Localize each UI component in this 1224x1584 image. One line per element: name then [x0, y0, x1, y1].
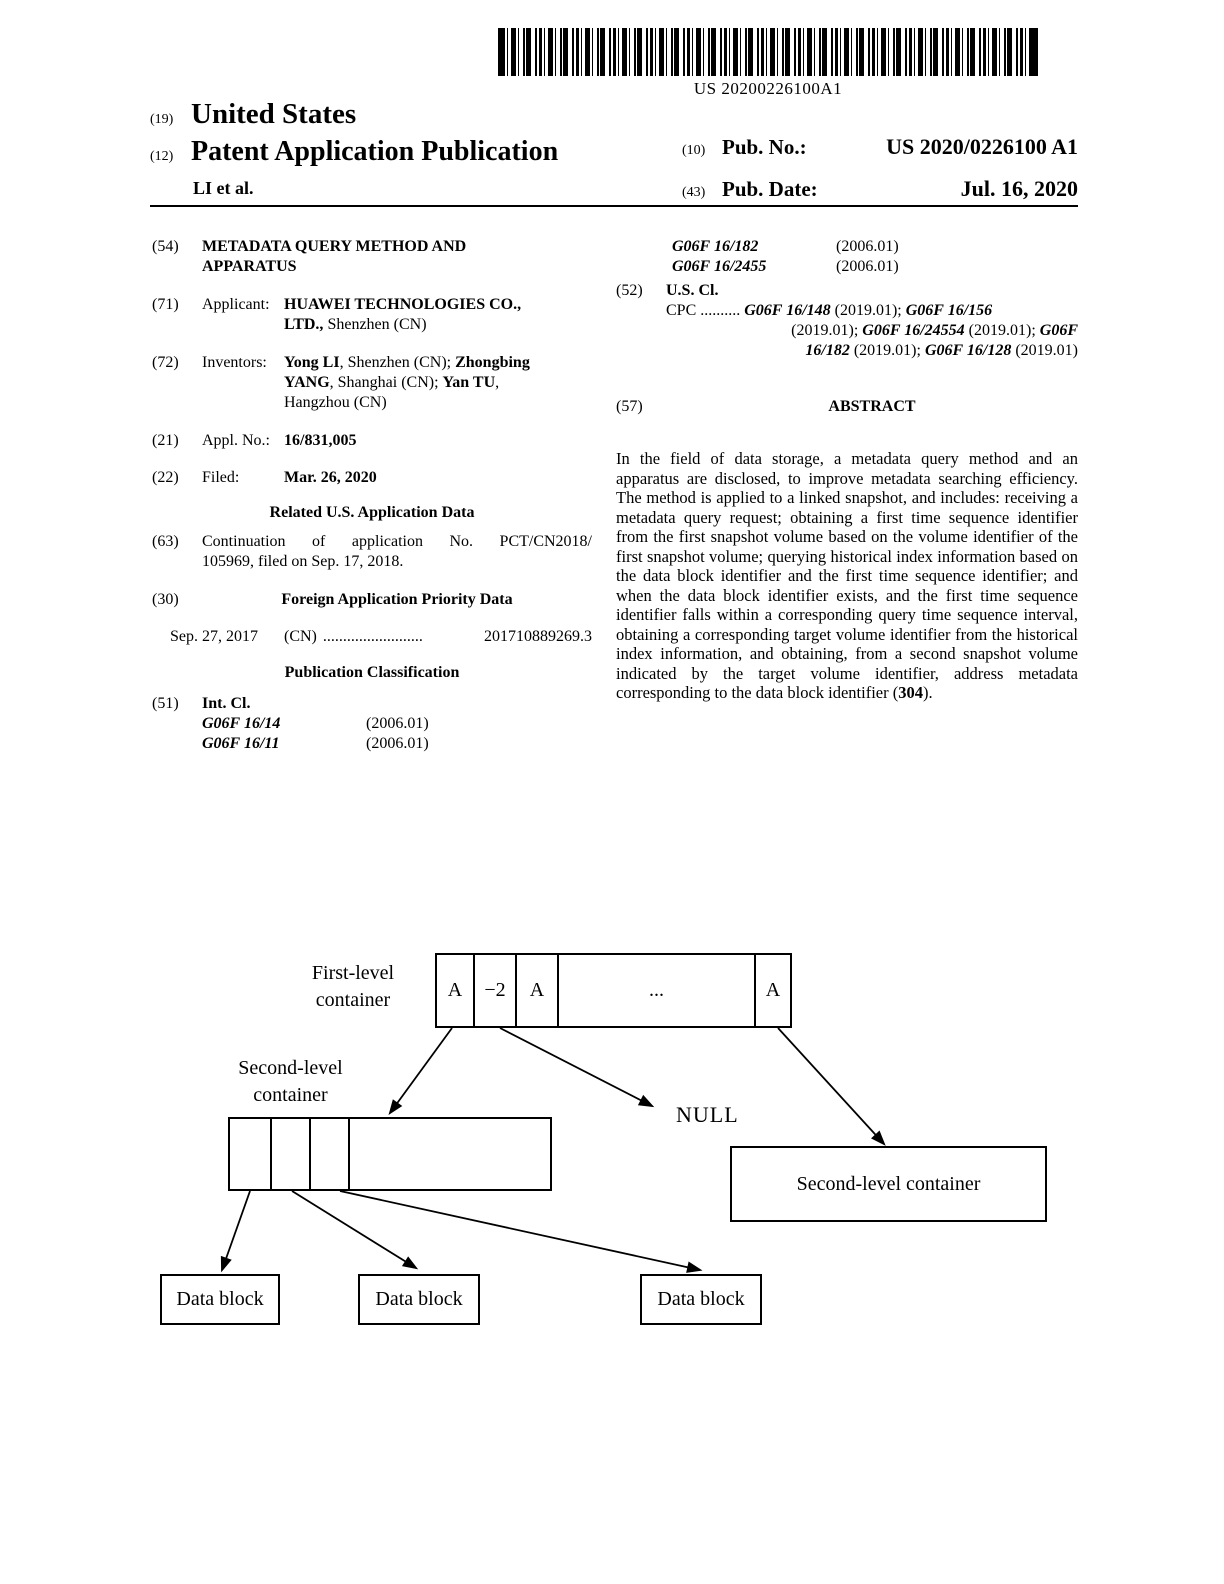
int-cl-version: (2006.01)	[366, 735, 429, 752]
country-name: United States	[191, 98, 357, 130]
section-54-title	[152, 237, 592, 277]
publication-kind: Patent Application Publication	[191, 136, 559, 167]
data-block-3: Data block	[640, 1274, 762, 1325]
cpc-version: (2019.01)	[1011, 342, 1078, 359]
first-level-container-box	[435, 953, 792, 1028]
int-cl-entry	[202, 714, 592, 734]
arrow-to-data-block-2	[292, 1191, 416, 1268]
inventor-1: Yong LI	[284, 354, 340, 371]
bibliographic-columns	[152, 237, 1078, 754]
title-line-1: METADATA QUERY METHOD AND	[202, 238, 467, 255]
header-right	[682, 134, 1078, 202]
first-level-label-line1: First-level	[311, 962, 395, 984]
priority-date: Sep. 27, 2017	[170, 628, 258, 645]
right-column	[616, 237, 1078, 754]
null-label: NULL	[676, 1102, 739, 1127]
continuation-line1: Continuation of application No. PCT/CN2018/	[202, 533, 592, 550]
second-level-label-line2: container	[253, 1084, 328, 1106]
priority-country: (CN)	[284, 628, 317, 645]
arrow-to-null	[500, 1028, 652, 1106]
arrow-to-data-block-1	[222, 1191, 250, 1270]
priority-number: 201710889269.3	[484, 628, 592, 645]
inventors-label: Inventors:	[202, 354, 267, 371]
cpc-line-2	[666, 321, 1078, 341]
second-level-cell-wide	[350, 1119, 550, 1189]
arrow-to-right-container	[778, 1028, 884, 1144]
authors-line: LI et al.	[193, 178, 254, 198]
inid-code-57: (57)	[616, 398, 643, 415]
document-header	[150, 98, 1078, 202]
inid-code-72: (72)	[152, 354, 179, 371]
pub-date-value: Jul. 16, 2020	[960, 176, 1078, 201]
applicant-name-line2: LTD.,	[284, 316, 324, 333]
arrow-to-data-block-3	[340, 1191, 700, 1270]
first-level-cell-a2: A	[517, 955, 559, 1026]
cpc-class: G06F 16/148	[744, 302, 831, 319]
int-cl-class: G06F 16/2455	[672, 258, 767, 275]
inventor-2-first: Zhongbing	[455, 354, 530, 371]
cpc-class: G06F	[1039, 322, 1078, 339]
foreign-priority-header: Foreign Application Priority Data	[281, 591, 513, 608]
int-cl-class: G06F 16/11	[202, 735, 280, 752]
inid-code-22: (22)	[152, 469, 179, 486]
filed-value: Mar. 26, 2020	[284, 469, 377, 486]
header-left	[150, 98, 558, 202]
int-cl-version: (2006.01)	[366, 715, 429, 732]
header-divider	[150, 205, 1078, 207]
second-level-container-box-left	[228, 1117, 552, 1191]
barcode-block	[498, 28, 1038, 99]
inid-code-19: (19)	[150, 112, 174, 127]
title-line-2: APPARATUS	[202, 258, 297, 275]
abstract-header: ABSTRACT	[828, 398, 916, 415]
cpc-class: G06F 16/128	[924, 342, 1012, 359]
section-71-applicant	[152, 295, 592, 335]
inventor-2-last: YANG	[284, 374, 330, 391]
inventor-1-city: , Shenzhen (CN);	[339, 354, 456, 371]
continuation-line2: 105969, filed on Sep. 17, 2018.	[202, 553, 404, 570]
cpc-line-1	[666, 301, 1078, 321]
inid-code-10: (10)	[682, 143, 706, 158]
second-level-cell-1	[230, 1119, 272, 1189]
cpc-class: G06F 16/156	[905, 302, 993, 319]
first-level-cell-a3: A	[765, 979, 781, 1001]
pub-no-value: US 2020/0226100 A1	[886, 134, 1078, 159]
related-data-header: Related U.S. Application Data	[269, 504, 475, 521]
section-72-inventors	[152, 353, 592, 413]
pub-date-label: Pub. Date:	[722, 177, 818, 201]
inid-code-63: (63)	[152, 533, 179, 550]
int-cl-version: (2006.01)	[836, 258, 899, 275]
barcode-image	[498, 28, 1038, 76]
section-52-us-cl	[616, 281, 1078, 361]
first-level-cell-ellipsis: ...	[559, 955, 756, 1026]
inventor-3: Yan TU	[442, 374, 496, 391]
abstract-body: In the field of data storage, a metadata query method and an apparatus are disclosed, to improve metadata searching efficiency. The method is applied to a linked snapshot, and includes: receiving a metadata query request; obtaining a first time sequence identifier from the first snapshot volume based on the volume identifier of the first snapshot volume; querying historical index information based on the data block identifier and the first time sequence identifier; and when the data block identifier exists, and the first time sequence identifier falls within a corresponding query time sequence interval, obtaining a corresponding target volume identifier from the historical index information, and obtaining, from a second snapshot volume indicated by the target volume identifier, address metadata corresponding to the data block identifier (	[616, 449, 1078, 702]
priority-dot-leader: .........................	[322, 628, 423, 645]
barcode-number: US 20200226100A1	[693, 79, 843, 98]
filed-label: Filed:	[202, 469, 240, 486]
inventor-3-comma: ,	[495, 374, 500, 391]
data-block-1: Data block	[160, 1274, 280, 1325]
abstract-end: ).	[923, 683, 933, 702]
us-cl-label: U.S. Cl.	[666, 282, 719, 299]
int-cl-entry	[202, 734, 592, 754]
data-block-2: Data block	[358, 1274, 480, 1325]
abstract-ref-304: 304	[898, 683, 923, 702]
abstract-text	[616, 449, 1078, 703]
int-cl-continued	[672, 237, 1078, 277]
int-cl-entry	[672, 257, 1078, 277]
inid-code-12: (12)	[150, 149, 174, 164]
inid-code-52: (52)	[616, 282, 643, 299]
priority-entry	[152, 627, 592, 647]
inventor-3-city: Hangzhou (CN)	[284, 394, 387, 411]
cpc-class: 16/182	[805, 342, 850, 359]
first-level-container-label	[283, 960, 423, 1014]
cpc-line-3	[666, 341, 1078, 361]
cpc-class: G06F 16/24554	[862, 322, 965, 339]
inid-code-43: (43)	[682, 185, 706, 200]
int-cl-class: G06F 16/182	[672, 238, 759, 255]
int-cl-version: (2006.01)	[836, 238, 899, 255]
cpc-version: (2019.01);	[964, 322, 1040, 339]
section-63-continuation	[152, 532, 592, 572]
applicant-label: Applicant:	[202, 296, 270, 313]
section-51-int-cl	[152, 694, 592, 754]
cpc-version: (2019.01);	[791, 322, 863, 339]
publication-classification-header: Publication Classification	[284, 664, 460, 681]
inid-code-30: (30)	[152, 591, 179, 608]
section-22-filed	[152, 468, 592, 488]
inid-code-21: (21)	[152, 432, 179, 449]
inid-code-51: (51)	[152, 695, 179, 712]
second-level-label-line1: Second-level	[238, 1057, 343, 1079]
first-level-cell-minus2: −2	[475, 955, 517, 1026]
cpc-version: (2019.01);	[830, 302, 906, 319]
appl-no-label: Appl. No.:	[202, 432, 270, 449]
applicant-name-line1: HUAWEI TECHNOLOGIES CO.,	[284, 296, 522, 313]
section-21-appl-no	[152, 431, 592, 451]
second-level-container-box-right: Second-level container	[730, 1146, 1047, 1222]
arrow-to-left-container	[390, 1028, 452, 1113]
first-level-label-line2: container	[315, 989, 391, 1011]
section-30-foreign-priority	[152, 590, 592, 610]
first-level-cell-a1: A	[437, 955, 475, 1026]
second-level-container-label	[208, 1055, 373, 1109]
inid-code-54: (54)	[152, 238, 179, 255]
pub-no-label: Pub. No.:	[722, 135, 807, 159]
int-cl-label: Int. Cl.	[202, 695, 251, 712]
int-cl-class: G06F 16/14	[202, 715, 281, 732]
cpc-version: (2019.01);	[849, 342, 925, 359]
applicant-city: Shenzhen (CN)	[323, 316, 427, 333]
inventor-2-city: , Shanghai (CN);	[329, 374, 443, 391]
cpc-prefix: CPC ..........	[666, 302, 745, 319]
int-cl-entry	[672, 237, 1078, 257]
second-level-cell-2	[272, 1119, 311, 1189]
left-column	[152, 237, 592, 754]
inid-code-71: (71)	[152, 296, 179, 313]
second-level-cell-3	[311, 1119, 350, 1189]
appl-no-value: 16/831,005	[284, 432, 357, 449]
section-57-abstract	[616, 397, 1078, 417]
